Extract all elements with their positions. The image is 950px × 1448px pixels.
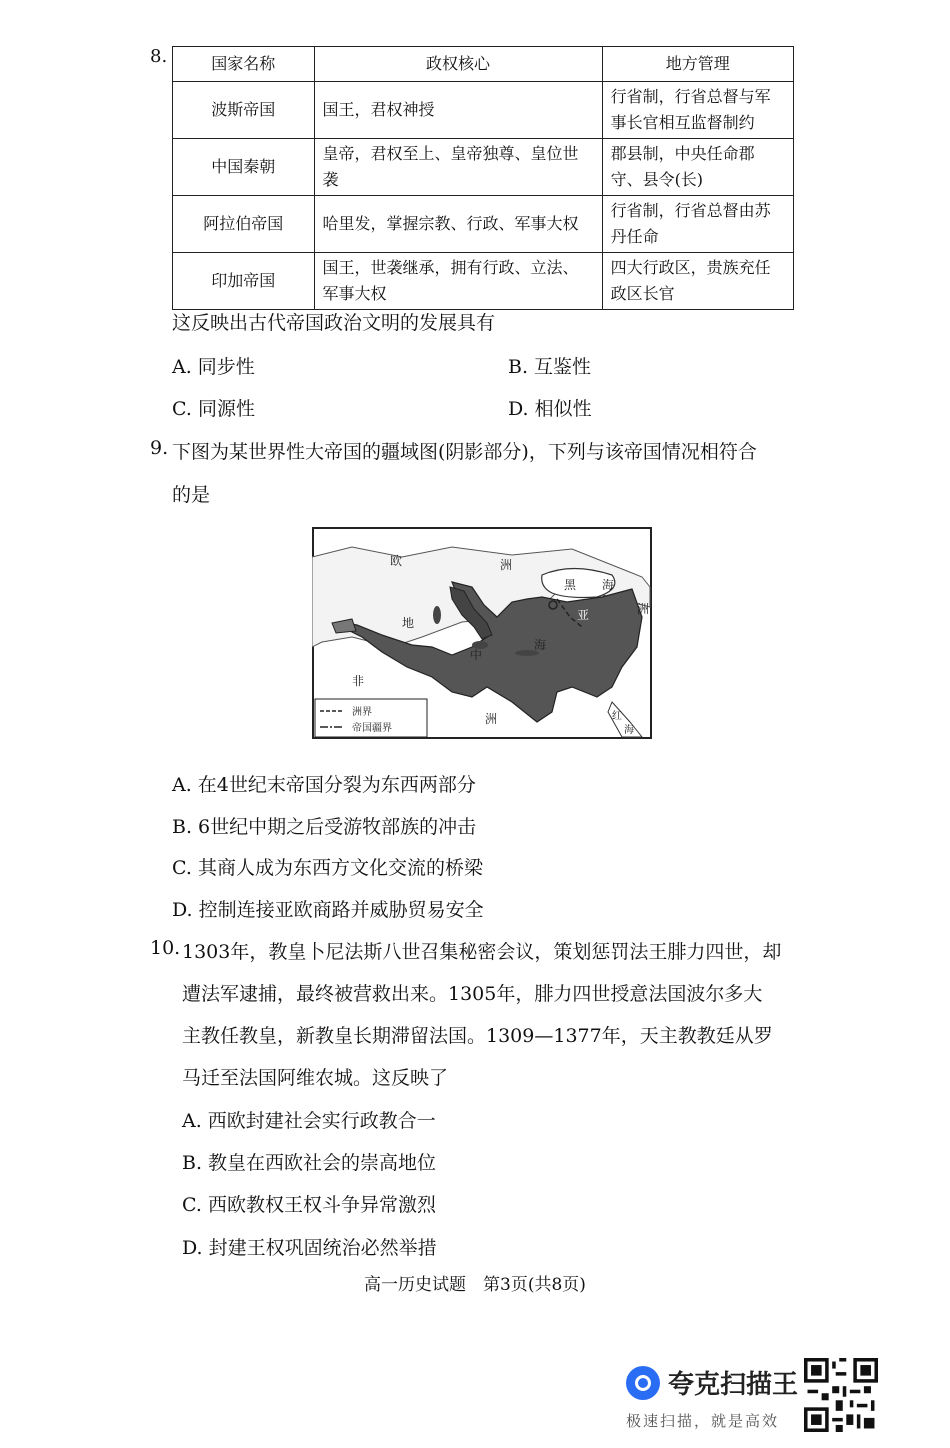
map-label-red-sea-1: 红 [612, 711, 622, 722]
table-row [173, 253, 794, 310]
q9-option-a[interactable]: A. 在4世纪末帝国分裂为东西两部分 [172, 774, 476, 796]
question-9-number: 9. [150, 437, 169, 459]
legend-continent-border: 洲界 [352, 707, 372, 718]
map-label-africa-1: 非 [352, 674, 365, 688]
q8-stem: 这反映出古代帝国政治文明的发展具有 [172, 312, 496, 334]
table-cell: 国王，世袭继承，拥有行政、立法、军事大权 [314, 253, 602, 310]
q10-option-b[interactable]: B. 教皇在西欧社会的崇高地位 [182, 1152, 437, 1174]
q10-line-4: 马迁至法国阿维农城。这反映了 [182, 1067, 449, 1089]
q8-option-b[interactable]: B. 互鉴性 [508, 356, 592, 378]
table-header-cell: 政权核心 [314, 47, 602, 82]
q8-option-c[interactable]: C. 同源性 [172, 398, 255, 420]
q9-option-b[interactable]: B. 6世纪中期之后受游牧部族的冲击 [172, 816, 477, 838]
table-cell: 四大行政区，贵族充任政区长官 [602, 253, 793, 310]
q8-option-a[interactable]: A. 同步性 [172, 356, 255, 378]
q9-stem-line1: 下图为某世界性大帝国的疆域图(阴影部分)，下列与该帝国情况相符合 [172, 441, 757, 463]
table-cell: 皇帝，君权至上、皇帝独尊、皇位世袭 [314, 139, 602, 196]
empire-territory-map [312, 527, 652, 739]
q9-option-d[interactable]: D. 控制连接亚欧商路并威胁贸易安全 [172, 899, 484, 921]
legend-empire-border: 帝国疆界 [352, 723, 392, 734]
map-label-med-3: 海 [534, 638, 547, 652]
q9-option-c[interactable]: C. 其商人成为东西方文化交流的桥梁 [172, 857, 483, 879]
map-label-asia-2: 洲 [637, 602, 650, 616]
table-cell: 行省制，行省总督由苏丹任命 [602, 196, 793, 253]
table-cell: 阿拉伯帝国 [173, 196, 315, 253]
table-header-row [173, 47, 794, 82]
q8-option-d[interactable]: D. 相似性 [508, 398, 592, 420]
table-cell: 国王，君权神授 [314, 82, 602, 139]
q9-stem-line2: 的是 [172, 484, 211, 506]
scanner-logo-icon [626, 1366, 660, 1400]
map-label-europe-1: 欧 [390, 554, 403, 568]
table-cell: 波斯帝国 [173, 82, 315, 139]
table-row [173, 196, 794, 253]
table-cell: 印加帝国 [173, 253, 315, 310]
table-cell: 中国秦朝 [173, 139, 315, 196]
map-label-med-1: 地 [402, 616, 415, 630]
map-label-med-2: 中 [470, 648, 483, 662]
map-label-europe-2: 洲 [500, 558, 513, 572]
q10-option-d[interactable]: D. 封建王权巩固统治必然举措 [182, 1237, 437, 1259]
table-cell: 行省制，行省总督与军事长官相互监督制约 [602, 82, 793, 139]
qr-code-icon [804, 1358, 878, 1432]
table-cell: 哈里发，掌握宗教、行政、军事大权 [314, 196, 602, 253]
table-header-cell: 地方管理 [602, 47, 793, 82]
map-label-red-sea-2: 海 [624, 725, 634, 736]
q8-comparison-table [172, 46, 794, 310]
map-label-asia-1: 亚 [577, 608, 590, 622]
question-8-number: 8. [150, 46, 168, 67]
q10-line-2: 遭法军逮捕，最终被营救出来。1305年，腓力四世授意法国波尔多大 [182, 983, 763, 1005]
map-label-black-sea-1: 黑 [564, 578, 577, 592]
scanner-brand-name: 夸克扫描王 [668, 1370, 799, 1400]
q10-option-c[interactable]: C. 西欧教权王权斗争异常激烈 [182, 1194, 436, 1216]
page-footer: 高一历史试题 第3页(共8页) [364, 1275, 586, 1295]
table-row [173, 139, 794, 196]
table-row [173, 82, 794, 139]
table-cell: 郡县制，中央任命郡守、县令(长) [602, 139, 793, 196]
map-label-africa-2: 洲 [485, 712, 498, 726]
q10-line-3: 主教任教皇，新教皇长期滞留法国。1309—1377年，天主教教廷从罗 [182, 1025, 773, 1047]
map-label-black-sea-2: 海 [602, 578, 615, 592]
question-10-number: 10. [150, 937, 181, 959]
q10-line-1: 1303年，教皇卜尼法斯八世召集秘密会议，策划惩罚法王腓力四世，却 [182, 941, 782, 963]
q10-option-a[interactable]: A. 西欧封建社会实行政教合一 [182, 1110, 436, 1132]
scanner-slogan: 极速扫描，就是高效 [626, 1412, 780, 1430]
table-header-cell: 国家名称 [173, 47, 315, 82]
